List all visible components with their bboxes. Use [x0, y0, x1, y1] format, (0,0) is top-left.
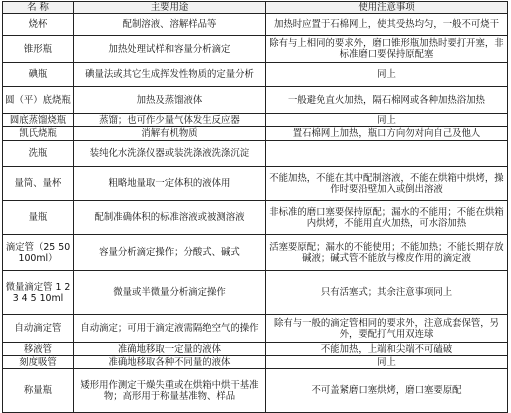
cell-name: 量筒、量杯	[3, 167, 74, 201]
cell-name: 凯氏烧瓶	[3, 127, 74, 141]
cell-use: 蒸馏；也可作少量气体发生反应器	[74, 114, 266, 127]
table-row	[3, 201, 508, 235]
cell-note: 活塞要原配；漏水的不能使用；不能加热；不能长期存放碱液；碱式管不能放与橡皮作用的滴定液	[266, 235, 508, 271]
header-note: 使用注意事项	[266, 2, 508, 14]
cell-note: 除有与上相同的要求外，磨口锥形瓶加热时要打开塞，非标准磨口要保持原配塞	[266, 36, 508, 63]
table-row	[3, 315, 508, 343]
cell-use: 配制溶液、溶解样品等	[74, 14, 266, 36]
table-row	[3, 63, 508, 87]
table-row	[3, 235, 508, 271]
cell-use: 消解有机物质	[74, 127, 266, 141]
cell-note: 不能加热，不能在其中配制溶液，不能在烘箱中烘烤，操作时要沿壁加入或倒出溶液	[266, 167, 508, 201]
cell-use: 粗略地量取一定体积的液体用	[74, 167, 266, 201]
cell-note: 同上	[266, 356, 508, 369]
cell-note: 除有与一般的滴定管相同的要求外，注意成套保管，另外，要配打气用双连球	[266, 315, 508, 343]
table-row	[3, 369, 508, 413]
cell-use: 碘量法或其它生成挥发性物质的定量分析	[74, 63, 266, 87]
cell-note: 只有活塞式；其余注意事项同上	[266, 271, 508, 315]
table-row	[3, 356, 508, 369]
cell-name: 圆（平）底烧瓶	[3, 87, 74, 114]
cell-name: 滴定管（25 50 100ml）	[3, 235, 74, 271]
header-use: 主要用途	[74, 2, 266, 14]
cell-name: 碘瓶	[3, 63, 74, 87]
cell-name: 量瓶	[3, 201, 74, 235]
table-row	[3, 271, 508, 315]
cell-note: 置石棉网上加热，瓶口方向勿对向自己及他人	[266, 127, 508, 141]
cell-name: 烧杯	[3, 14, 74, 36]
cell-use: 容量分析滴定操作；分酸式、碱式	[74, 235, 266, 271]
table-row	[3, 343, 508, 356]
cell-name: 自动滴定管	[3, 315, 74, 343]
cell-name: 洗瓶	[3, 141, 74, 167]
glassware-table	[2, 1, 508, 413]
table-row	[3, 167, 508, 201]
cell-use: 自动滴定；可用于滴定液需隔绝空气的操作	[74, 315, 266, 343]
header-name: 名 称	[3, 2, 74, 14]
table-row	[3, 14, 508, 36]
cell-note: 不可盖紧磨口塞烘烤，磨口塞要原配	[266, 369, 508, 413]
cell-name: 刻度吸管	[3, 356, 74, 369]
cell-use: 矮形用作测定干燥失重或在烘箱中烘干基准物；高形用于称量基准物、样品	[74, 369, 266, 413]
table-row	[3, 36, 508, 63]
table-row	[3, 141, 508, 167]
cell-name: 称量瓶	[3, 369, 74, 413]
cell-note: 一般避免直火加热，隔石棉网或各种加热浴加热	[266, 87, 508, 114]
table-row	[3, 114, 508, 127]
cell-use: 配制准确体积的标准溶液或被测溶液	[74, 201, 266, 235]
cell-name: 移液管	[3, 343, 74, 356]
cell-use: 准确地移取各种不同量的液体	[74, 356, 266, 369]
cell-name: 微量滴定管 1 2 3 4 5 10ml	[3, 271, 74, 315]
table-row	[3, 87, 508, 114]
table-row	[3, 127, 508, 141]
cell-note: 同上	[266, 63, 508, 87]
cell-use: 微量或半微量分析滴定操作	[74, 271, 266, 315]
cell-note: 非标准的磨口塞要保持原配；漏水的不能用；不能在烘箱内烘烤，不能用直火加热，可水浴加热	[266, 201, 508, 235]
cell-note: 加热时应置于石棉网上，使其受热均匀，一般不可烧干	[266, 14, 508, 36]
cell-name: 锥形瓶	[3, 36, 74, 63]
table-header-row	[3, 2, 508, 14]
cell-use: 装纯化水洗涤仪器或装洗涤液洗涤沉淀	[74, 141, 266, 167]
cell-name: 圆底蒸馏烧瓶	[3, 114, 74, 127]
cell-note	[266, 141, 508, 167]
cell-note: 同上	[266, 114, 508, 127]
cell-use: 加热及蒸馏液体	[74, 87, 266, 114]
cell-use: 准确地移取一定量的液体	[74, 343, 266, 356]
cell-note: 不能加热，上端和尖端不可磕破	[266, 343, 508, 356]
cell-use: 加热处理试样和容量分析滴定	[74, 36, 266, 63]
